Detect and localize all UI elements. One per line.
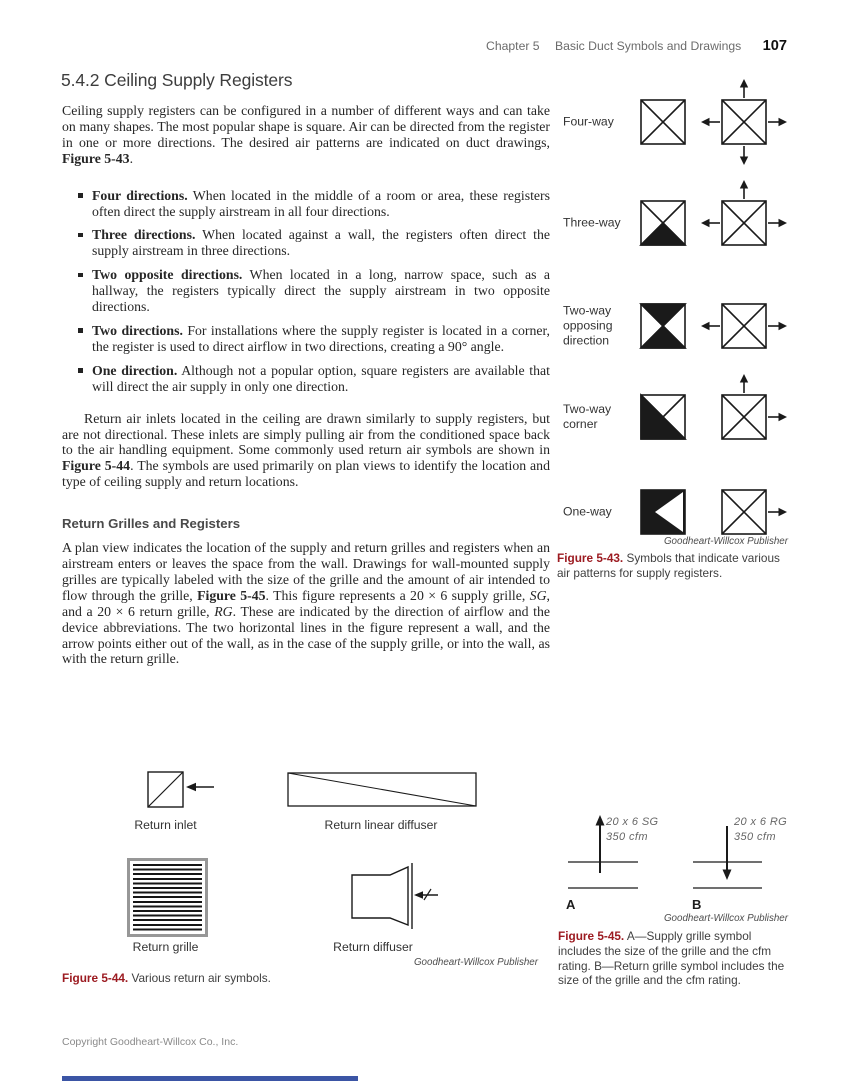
return-inlet-symbol: [140, 765, 220, 825]
register-type-label: Four-way: [563, 114, 614, 129]
text-run: . The symbols are used primarily on plan views to identify the location and type of ceiling supply and return locations.: [62, 458, 550, 490]
text-run: Figure 5-45: [197, 587, 266, 603]
return-air-paragraph: [62, 411, 550, 491]
bullet-lead: Two opposite directions.: [92, 267, 243, 283]
diagram-a-tag: A: [566, 897, 576, 912]
register-symbol-svg: [617, 280, 709, 372]
bullet-lead: Three directions.: [92, 227, 196, 243]
bullet-item: [62, 323, 550, 355]
figure-5-43-credit: Goodheart-Willcox Publisher: [663, 536, 788, 547]
register-symbol-svg: [698, 177, 790, 269]
bullet-lead: Two directions.: [92, 322, 183, 338]
register-symbol-svg: [617, 177, 709, 269]
return-grille-label: Return grille: [132, 940, 199, 954]
text-run: Figure 5-43: [62, 150, 130, 166]
register-symbol-svg: [698, 76, 790, 168]
body-text-column: [62, 103, 550, 667]
register-airflow-symbol: [698, 280, 790, 372]
bullet-item: [62, 363, 550, 395]
return-grille-cfm-label: 350 cfm: [734, 831, 776, 843]
bullet-text: Although not a popular option, square registers are available that will direct the air supply in only one direction.: [92, 362, 550, 394]
footer-accent-bar: [62, 1076, 358, 1081]
return-diffuser-symbol: [340, 855, 450, 935]
text-run: . This figure represents a 20 × 6 supply grille,: [265, 587, 530, 603]
figure-5-44-caption-label: Figure 5-44.: [62, 971, 129, 985]
bullet-lead: Four directions.: [92, 187, 188, 203]
return-linear-diffuser-label: Return linear diffuser: [324, 818, 438, 832]
figure-5-45-credit: Goodheart-Willcox Publisher: [663, 913, 788, 924]
figure-5-45-caption: [558, 929, 795, 988]
copyright-notice: Copyright Goodheart-Willcox Co., Inc.: [62, 1036, 239, 1048]
page-header: [62, 38, 787, 54]
bullet-list: [62, 188, 550, 395]
bullet-text: When located against a wall, the registers often direct the supply airstream in three directions.: [92, 227, 550, 259]
register-airflow-symbol: [698, 177, 790, 269]
bullet-text: When located in the middle of a room or area, these registers often direct the supply airstream in all four directions.: [92, 187, 550, 219]
figure-5-43-row: [558, 76, 798, 168]
register-type-label: Two-way opposing direction: [563, 303, 613, 348]
text-run: A plan view indicates the location of the supply and return grilles and registers when an airstream enters or leaves the space from the wall. Drawings for wall-mounted supply grilles are typically labeled with the size of the grille and the amount of air intended to flow through the grille,: [62, 540, 550, 603]
page-number: 107: [762, 38, 787, 54]
running-head-title: Basic Duct Symbols and Drawings: [554, 39, 742, 53]
bullet-lead: One direction.: [92, 362, 178, 378]
figure-5-43-caption-label: Figure 5-43.: [557, 551, 624, 565]
text-run: RG: [214, 603, 233, 619]
plan-view-paragraph: [62, 540, 550, 667]
supply-grille-size-label: 20 x 6 SG: [606, 816, 659, 828]
return-inlet-label: Return inlet: [134, 818, 197, 832]
return-grille-symbol: [127, 858, 208, 937]
register-airflow-symbol: [698, 371, 790, 463]
return-linear-diffuser-symbol: [287, 772, 478, 808]
figure-5-43-caption-text: Symbols that indicate various air patterns for supply registers.: [557, 551, 780, 580]
figure-5-44-caption: [62, 971, 492, 986]
register-pattern-symbol: [617, 177, 709, 269]
text-run: .: [129, 150, 134, 166]
register-symbol-svg: [617, 76, 709, 168]
figure-5-43-row: [558, 371, 798, 463]
grille-louvers: [133, 864, 202, 931]
text-run: Figure 5-44: [62, 458, 131, 474]
register-type-label: Three-way: [563, 215, 621, 230]
return-diffuser-label: Return diffuser: [333, 940, 413, 954]
text-run: Ceiling supply registers can be configured in a number of different ways and can take on many shapes. The most popular shape is square. Air can be directed from the register in one or more directions. The desired air patterns are indicated on duct drawings,: [62, 103, 550, 150]
text-run: Return air inlets located in the ceiling are drawn similarly to supply registers, but are not directional. These inlets are simply pulling air from the conditioned space back to the air handling equipment. Some commonly used return air symbols are shown in: [62, 410, 550, 458]
bullet-item: [62, 267, 550, 315]
figure-5-45-caption-label: Figure 5-45.: [558, 929, 625, 943]
register-type-label: Two-way corner: [563, 402, 612, 431]
text-run: . These are indicated by the direction of airflow and the device abbreviations. The two horizontal lines in the figure represent a wall, and the arrow points either out of the wall, as in the case of the supply grille, or into the wall, as with the return grille.: [62, 603, 550, 667]
register-pattern-symbol: [617, 280, 709, 372]
figure-5-43-row: [558, 177, 798, 269]
figure-5-43-caption: [557, 551, 795, 581]
register-symbol-svg: [617, 371, 709, 463]
figure-5-44-caption-text: Various return air symbols.: [128, 971, 271, 985]
diagram-b-tag: B: [692, 897, 702, 912]
subsection-heading: Return Grilles and Registers: [62, 516, 241, 532]
register-pattern-symbol: [617, 371, 709, 463]
running-head-chapter: Chapter 5: [486, 39, 540, 53]
text-run: , and a 20 × 6 return grille,: [62, 587, 550, 619]
register-symbol-svg: [698, 280, 790, 372]
figure-5-45-caption-text: A—Supply grille symbol includes the size of the grille and the cfm rating. B—Return grille symbol includes the size of the grille and the cfm rating.: [558, 929, 785, 988]
bullet-item: [62, 188, 550, 220]
bullet-item: [62, 227, 550, 259]
bullet-text: When located in a long, narrow space, such as a hallway, the registers typically direct the supply airstream in two opposite directions.: [92, 267, 550, 315]
figure-5-43-row: [558, 280, 798, 372]
figure-5-44-credit: Goodheart-Willcox Publisher: [413, 957, 538, 968]
register-symbol-svg: [698, 371, 790, 463]
intro-paragraph: [62, 103, 550, 167]
text-run: SG: [529, 587, 547, 603]
supply-grille-cfm-label: 350 cfm: [606, 831, 648, 843]
return-grille-size-label: 20 x 6 RG: [734, 816, 788, 828]
register-pattern-symbol: [617, 76, 709, 168]
register-type-label: One-way: [563, 504, 612, 519]
section-heading: 5.4.2 Ceiling Supply Registers: [61, 70, 293, 90]
bullet-text: For installations where the supply register is located in a corner, the register is used to direct airflow in two directions, creating a 90° angle.: [92, 322, 550, 354]
register-airflow-symbol: [698, 76, 790, 168]
